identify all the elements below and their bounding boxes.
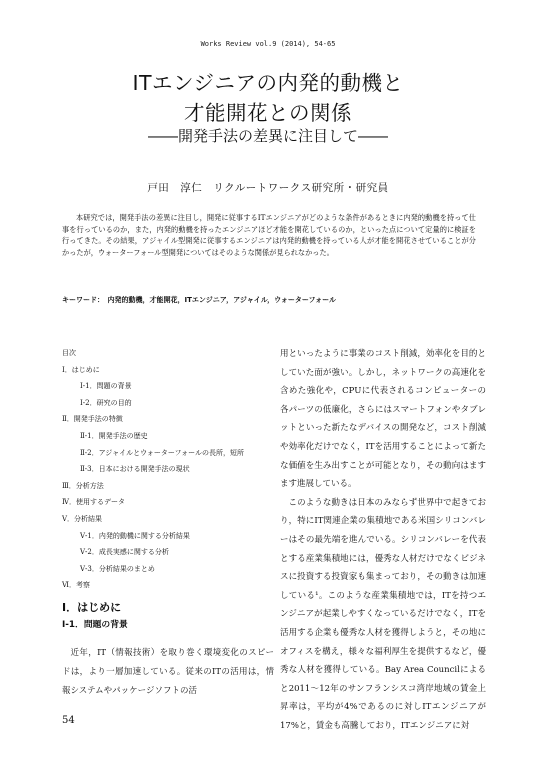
subsection-heading: Ⅰ-1．問題の背景 — [62, 620, 128, 630]
toc-item: Ⅵ．考察 — [62, 581, 91, 590]
toc-item: Ⅴ-3．分析結果のまとめ — [80, 564, 155, 573]
table-of-contents — [62, 345, 272, 594]
page-number: 54 — [62, 715, 75, 726]
toc-item: Ⅴ．分析結果 — [62, 514, 103, 523]
paragraph: 用といったように事業のコスト削減，効率化を目的としていた面が強い。しかし，ネットワークの高速化を含めた強化や，CPUに代表されるコンピューターの各パーツの低廉化，さらにはスマートフォンやタブレットといった新たなデバイスの開発など，コスト削減や効率化だけでなく，ITを活用することによって新たな価値を生み出すことが可能となり，その動向はますます進展している。 — [280, 349, 486, 490]
toc-item: Ⅳ．使用するデータ — [62, 498, 125, 507]
title-line-2: 才能開花との関係 — [184, 101, 352, 125]
toc-item: 目次 — [62, 349, 76, 357]
abstract: 本研究では，開発手法の差異に注目し，開発に従事するITエンジニアがどのような条件があるときに内発的動機を持って仕事を行っているのか，また，内発的動機を持ったエンジニアほど才能を開花しているのか，といった点について定量的に検証を行ってきた。その結果，アジャイル型開発に従事するエンジニアは内発的動機を持っている人が才能を開花させていることが分かったが，ウォーターフォール型開発についてはそのような関係が見られなかった。 — [62, 213, 476, 258]
toc-item: Ⅱ-2．アジャイルとウォーターフォールの長所，短所 — [80, 448, 245, 457]
body-text-left: 近年，IT（情報技術）を取り巻く環境変化のスピードは，より一層加速している。従来のITの活用は，情報システムやパッケージソフトの活 — [62, 648, 274, 696]
toc-item: Ⅰ-1．問題の背景 — [80, 382, 132, 391]
toc-item: Ⅴ-2．成長実感に関する分析 — [80, 548, 169, 557]
toc-item: Ⅴ-1．内発的動機に関する分析結果 — [80, 531, 190, 540]
keywords: キーワード： 内発的動機，才能開花，ITエンジニア，アジャイル，ウォーターフォール — [62, 296, 337, 304]
toc-item: Ⅱ-1．開発手法の歴史 — [80, 431, 148, 440]
author-line: 戸田 淳仁 リクルートワークス研究所・研究員 — [147, 182, 389, 194]
toc-item: Ⅱ-3．日本における開発手法の現状 — [80, 465, 190, 474]
toc-item: Ⅱ．開発手法の特徴 — [62, 415, 123, 424]
paragraph: このような動きは日本のみならず世界中で起きており，特にIT関連企業の集積地である米国シリコンバレーはその最先端を進んでいる。シリコンバレーを代表とする産業集積地には，優秀な人材だけでなくビジネスに投資する投資家も集まっており，その動きは加速している¹。このような産業集積地では，ITを持つエンジニアが起業しやすくなっているだけでなく，ITを活用する企業も優秀な人材を獲得しようと，その地にオフィスを構え，様々な福利厚生を提供するなど，優秀な人材を獲得している。Bay Area Councilによると2011～12年のサンフランシスコ湾岸地域の賃金上昇率は，平均が4%であるのに対しITエンジニアが17%と，賃金も高騰しており，ITエンジニアに対 — [280, 497, 486, 731]
body-text-right — [280, 345, 486, 735]
section-heading: Ⅰ．はじめに — [62, 601, 122, 614]
subtitle: ――開発手法の差異に注目して―― — [147, 127, 388, 145]
toc-item: Ⅰ．はじめに — [62, 365, 100, 374]
title-line-1: ITエンジニアの内発的動機と — [132, 71, 404, 95]
toc-item: Ⅰ-2．研究の目的 — [80, 398, 132, 407]
journal-header: Works Review vol.9 (2014), 54-65 — [200, 40, 336, 48]
toc-item: Ⅲ．分析方法 — [62, 481, 104, 490]
